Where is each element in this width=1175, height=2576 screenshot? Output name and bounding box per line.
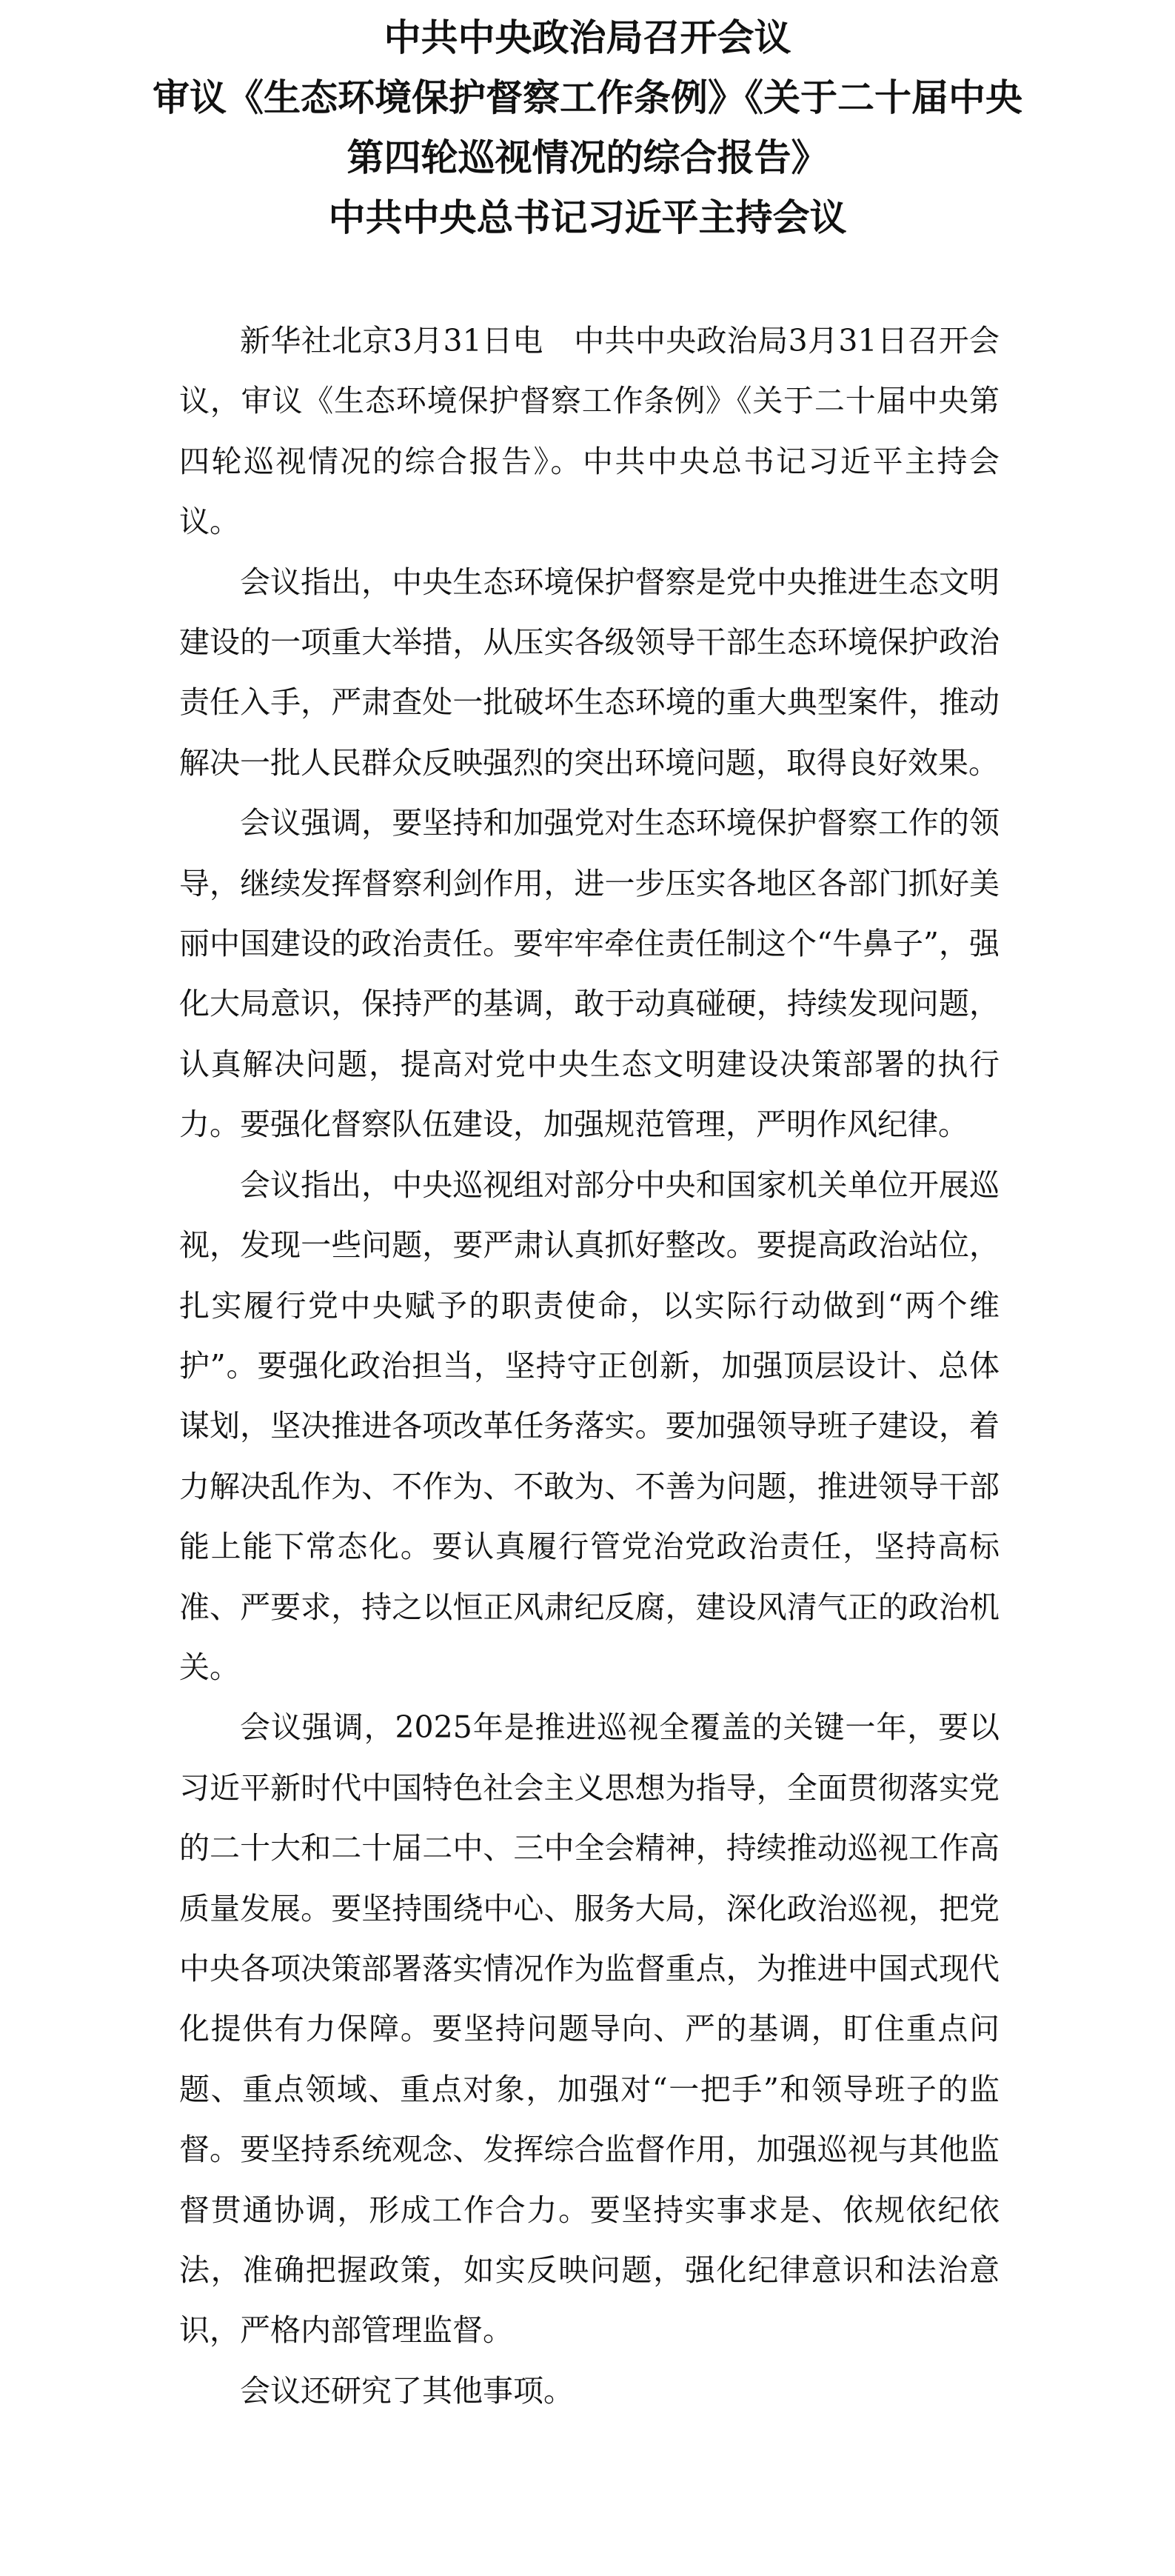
headline-line-1: 中共中央政治局召开会议 (384, 16, 791, 59)
paragraph-5: 会议强调，2025年是推进巡视全覆盖的关键一年，要以习近平新时代中国特色社会主义思想为指导，全面贯彻落实党的二十大和二十届二中、三中全会精神，持续推动巡视工作高质量发展。要坚持围绕中心、服务大局，深化政治巡视，把党中央各项决策部署落实情况作为监督重点，为推进中国式现代化提供有力保障。要坚持问题导向、严的基调，盯住重点问题、重点领域、重点对象，加强对“一把手”和领导班子的监督。要坚持系统观念、发挥综合监督作用，加强巡视与其他监督贯通协调，形成工作合力。要坚持实事求是、依规依纪依法，准确把握政策，如实反映问题，强化纪律意识和法治意识，严格内部管理监督。 (179, 1709, 1000, 2349)
headline-line-2: 审议《生态环境保护督察工作条例》《关于二十届中央 (153, 76, 1022, 119)
article-body (179, 311, 1000, 2421)
headline-line-4: 中共中央总书记习近平主持会议 (328, 196, 847, 239)
headline-line-3: 第四轮巡视情况的综合报告》 (347, 136, 828, 179)
paragraph-dateline: 新华社北京3月31日电 中共中央政治局3月31日召开会议，审议《生态环境保护督察工作条例》《关于二十届中央第四轮巡视情况的综合报告》。中共中央总书记习近平主持会议。 (179, 323, 1000, 540)
paragraph-closing: 会议还研究了其他事项。 (240, 2372, 574, 2409)
headline (0, 7, 1175, 247)
paragraph-2: 会议指出，中央生态环境保护督察是党中央推进生态文明建设的一项重大举措，从压实各级领导干部生态环境保护政治责任入手，严肃查处一批破坏生态环境的重大典型案件，推动解决一批人民群众反映强烈的突出环境问题，取得良好效果。 (179, 564, 1000, 781)
paragraph-3: 会议强调，要坚持和加强党对生态环境保护督察工作的领导，继续发挥督察利剑作用，进一步压实各地区各部门抓好美丽中国建设的政治责任。要牢牢牵住责任制这个“牛鼻子”，强化大局意识，保持严的基调，敢于动真碰硬，持续发现问题，认真解决问题，提高对党中央生态文明建设决策部署的执行力。要强化督察队伍建设，加强规范管理，严明作风纪律。 (179, 805, 1000, 1143)
paragraph-4: 会议指出，中央巡视组对部分中央和国家机关单位开展巡视，发现一些问题，要严肃认真抓好整改。要提高政治站位，扎实履行党中央赋予的职责使命，以实际行动做到“两个维护”。要强化政治担当，坚持守正创新，加强顶层设计、总体谋划，坚决推进各项改革任务落实。要加强领导班子建设，着力解决乱作为、不作为、不敢为、不善为问题，推进领导干部能上能下常态化。要认真履行管党治党政治责任，坚持高标准、严要求，持之以恒正风肃纪反腐，建设风清气正的政治机关。 (179, 1167, 1000, 1685)
